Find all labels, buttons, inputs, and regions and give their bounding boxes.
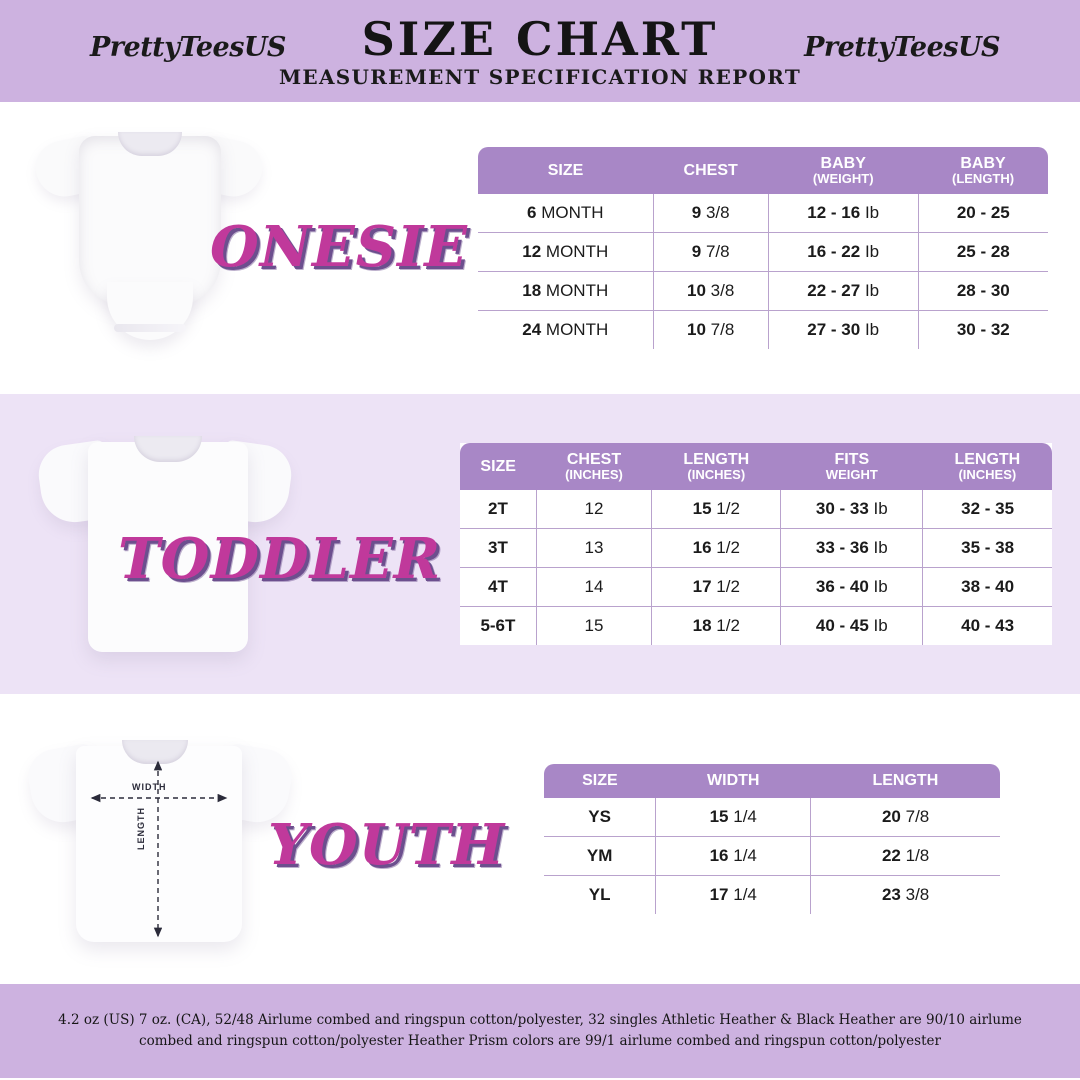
column-header [811,764,1000,797]
section-onesie [0,102,1080,394]
cell-bold: 22 [881,845,901,865]
footer-band [0,984,1080,1078]
cell-bold: 27 - 30 [807,320,861,340]
cell-normal: Ib [873,499,888,519]
cell-normal: 1/4 [733,884,757,904]
table-cell [768,194,918,233]
table-row [460,568,1052,607]
section-label-onesie: ONESIE [210,214,468,280]
column-header-sub: (WEIGHT) [812,171,874,187]
cell-normal: 1/8 [905,845,930,865]
cell-bold: 16 [709,845,729,865]
table-header-row [460,443,1052,490]
table-cell [536,529,651,568]
cell-normal: 7/8 [905,806,930,826]
table-row [544,798,1000,837]
table-cell [652,607,781,646]
cell-normal: 1/4 [733,845,757,865]
table-row [478,194,1048,233]
column-header-sub: (LENGTH) [951,171,1015,187]
table-cell [768,233,918,272]
header-title-group [278,11,802,90]
cell-bold: 20 [881,806,901,826]
cell-bold: 32 - 35 [961,499,1015,519]
cell-bold: 24 [522,320,542,340]
table-cell [536,490,651,529]
cell-normal: 15 [584,616,604,636]
cell-bold: 35 - 38 [961,538,1015,558]
cell-normal: Ib [873,577,888,597]
table-cell [478,233,653,272]
cell-bold: 28 - 30 [956,281,1010,301]
section-label-toddler: TODDLER [118,526,442,592]
cell-bold: 15 [692,499,712,519]
table-cell [781,490,923,529]
youth-table-body [544,798,1000,914]
onesie-art-column [0,102,468,394]
onesie-body [79,136,221,306]
table-row [460,529,1052,568]
column-header [768,147,918,194]
table-cell [918,272,1048,311]
table-cell [781,529,923,568]
cell-normal: MONTH [541,203,604,223]
cell-normal: Ib [864,320,880,340]
column-header-sub: (INCHES) [958,467,1017,483]
cell-bold: 40 - 43 [961,616,1015,636]
cell-normal: MONTH [545,281,609,301]
cell-bold: 9 [691,242,702,262]
column-header-main: BABY [960,154,1006,172]
table-cell [768,272,918,311]
table-cell [478,311,653,350]
cell-bold: 10 [687,320,706,340]
onesie-table-body [478,194,1048,349]
cell-bold: 12 - 16 [807,203,861,223]
cell-bold: 36 - 40 [815,577,869,597]
cell-bold: 3T [488,538,508,558]
table-cell [544,798,656,837]
cell-normal: Ib [873,616,888,636]
table-cell [460,490,536,529]
column-header [781,443,923,490]
cell-normal: 1/2 [716,616,740,636]
table-cell [781,607,923,646]
cell-bold: 9 [691,203,702,223]
brand-logo-left: PrettyTeesUS [90,32,286,63]
toddler-art-column [0,394,460,694]
table-cell [923,607,1052,646]
youth-table-column [460,694,1080,984]
table-cell [653,311,768,350]
table-cell [918,233,1048,272]
cell-bold: 2T [488,499,508,519]
table-row [460,490,1052,529]
column-header [652,443,781,490]
youth-size-table [544,764,1000,913]
table-row [478,233,1048,272]
column-header [656,764,811,797]
column-header [653,147,768,194]
youth-table-head [544,764,1000,797]
header-band [0,0,1080,102]
table-header-row [478,147,1048,194]
cell-normal: 1/2 [716,577,740,597]
table-cell [536,568,651,607]
section-toddler [0,394,1080,694]
table-cell [536,607,651,646]
table-cell [652,568,781,607]
cell-normal: 13 [584,538,604,558]
cell-bold: 4T [488,577,508,597]
fabric-composition-text: 4.2 oz (US) 7 oz. (CA), 52/48 Airlume combed and ringspun cotton/polyester, 32 singles Athletic Heather & Black Heather are 90/10 airlume combed and ringspun cotton/polyester Heather Prism colors are 99/1 airlume combed and ringspun cotton/polyester [58,1012,1022,1049]
cell-bold: 30 - 33 [815,499,869,519]
table-cell [923,568,1052,607]
cell-bold: 16 - 22 [807,242,861,262]
table-cell [478,272,653,311]
cell-bold: YM [586,845,613,865]
youth-art-column [0,694,506,984]
table-cell [781,568,923,607]
cell-normal: MONTH [545,242,609,262]
toddler-table-column [460,394,1080,694]
measure-label-width: WIDTH [132,782,167,792]
toddler-table-body [460,490,1052,645]
cell-normal: 1/2 [716,499,740,519]
table-row [478,311,1048,350]
column-header [478,147,653,194]
measurement-arrows-icon [30,714,290,964]
cell-bold: 10 [687,281,706,301]
cell-bold: YS [588,806,611,826]
table-cell [811,798,1000,837]
cell-bold: 23 [881,884,901,904]
cell-bold: 15 [709,806,729,826]
cell-normal: 7/8 [705,242,730,262]
cell-normal: Ib [864,203,880,223]
column-header-main: CHEST [566,450,622,468]
cell-bold: 30 - 32 [956,320,1010,340]
cell-bold: 18 [692,616,712,636]
cell-normal: 1/2 [716,538,740,558]
cell-normal: Ib [864,281,880,301]
table-cell [918,194,1048,233]
cell-bold: 16 [692,538,712,558]
column-header-main: WIDTH [707,772,760,790]
page-subtitle: MEASUREMENT SPECIFICATION REPORT [278,65,802,90]
table-cell [544,836,656,875]
table-cell [653,194,768,233]
cell-bold: 22 - 27 [807,281,861,301]
column-header-sub: WEIGHT [825,467,878,483]
column-header [923,443,1052,490]
table-cell [656,875,811,914]
cell-bold: 18 [522,281,542,301]
cell-normal: Ib [873,538,888,558]
table-cell [652,529,781,568]
youth-tshirt-measure-icon [30,714,290,964]
table-row [544,836,1000,875]
cell-bold: 38 - 40 [961,577,1015,597]
table-cell [460,607,536,646]
column-header-main: SIZE [547,161,584,179]
toddler-size-table [460,443,1052,645]
column-header-sub: (INCHES) [687,467,746,483]
table-cell [768,311,918,350]
cell-bold: 17 [692,577,712,597]
table-row [460,607,1052,646]
cell-bold: 5-6T [480,616,516,636]
cell-normal: MONTH [545,320,609,340]
cell-normal: 3/8 [905,884,930,904]
table-row [544,875,1000,914]
column-header [460,443,536,490]
table-cell [544,875,656,914]
cell-bold: 12 [522,242,542,262]
cell-normal: 3/8 [710,281,735,301]
table-cell [656,836,811,875]
cell-bold: 33 - 36 [815,538,869,558]
cell-normal: 7/8 [710,320,735,340]
cell-bold: 6 [527,203,537,223]
column-header-main: SIZE [480,457,516,475]
onesie-table-column [460,102,1080,394]
toddler-table-head [460,443,1052,490]
column-header-main: BABY [820,154,866,172]
onesie-table-head [478,147,1048,194]
table-cell [811,875,1000,914]
column-header-main: FITS [834,450,870,468]
column-header [918,147,1048,194]
table-cell [652,490,781,529]
cell-normal: 14 [584,577,604,597]
cell-normal: Ib [864,242,880,262]
page-title: SIZE CHART [361,11,719,66]
column-header [544,764,656,797]
table-cell [918,311,1048,350]
column-header-main: CHEST [683,161,738,179]
onesie-size-table [478,147,1048,349]
cell-normal: 3/8 [705,203,730,223]
table-cell [923,490,1052,529]
table-cell [656,798,811,837]
measure-label-length: LENGTH [136,807,146,850]
cell-bold: 17 [709,884,729,904]
column-header [536,443,651,490]
table-cell [811,836,1000,875]
table-cell [923,529,1052,568]
section-youth [0,694,1080,984]
table-cell [653,233,768,272]
cell-normal: 1/4 [733,806,757,826]
cell-normal: 12 [584,499,604,519]
table-cell [460,568,536,607]
table-row [478,272,1048,311]
table-header-row [544,764,1000,797]
column-header-main: SIZE [582,772,618,790]
cell-bold: 20 - 25 [956,203,1010,223]
column-header-main: LENGTH [872,772,939,790]
cell-bold: 40 - 45 [815,616,869,636]
column-header-main: LENGTH [683,450,750,468]
section-label-youth: YOUTH [268,812,506,878]
cell-bold: 25 - 28 [956,242,1010,262]
brand-logo-right: PrettyTeesUS [804,32,1000,63]
onesie-snap-line [114,324,186,332]
cell-bold: YL [588,884,611,904]
column-header-main: LENGTH [954,450,1021,468]
table-cell [653,272,768,311]
table-cell [460,529,536,568]
table-cell [478,194,653,233]
column-header-sub: (INCHES) [565,467,623,483]
